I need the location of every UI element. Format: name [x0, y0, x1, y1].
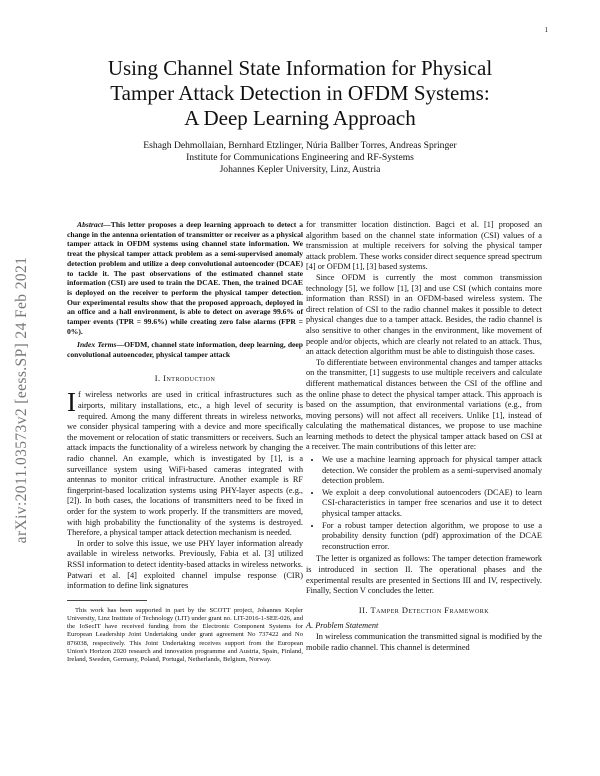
title-line-1: Using Channel State Information for Physical — [107, 56, 493, 80]
index-terms-label: Index Terms — [77, 340, 117, 350]
index-terms-text: —OFDM, channel state information, deep learning, deep convolutional autoencoder, physical tamper attack — [67, 340, 304, 360]
intro-paragraph-6: The letter is organized as follows: The tamper detection framework is introduced in section II. The operational phases and the experimental results are presented in Sections III and IV, respectively. Finally, Section V concludes the letter. — [306, 554, 542, 596]
list-item: • We exploit a deep convolutional autoencoders (DCAE) to learn CSI-characteristics in tamper free scenarios and use it to detect physical tamper attacks. — [322, 488, 542, 520]
list-item: • We use a machine learning approach for physical tamper attack detection. We consider the problem as a semi-supervised anomaly detection problem. — [322, 455, 542, 487]
author-university: Johannes Kepler University, Linz, Austria — [219, 164, 381, 176]
title-line-3: A Deep Learning Approach — [184, 106, 416, 130]
right-column — [306, 220, 542, 653]
arxiv-watermark — [2, 200, 42, 600]
intro-paragraph-3: for transmitter location distinction. Bagci et al. [1] proposed an algorithm based on the channel state information (CSI) values of a transmission at multiple receivers for solving the physical tamper attack problem. These works consider direct sequence spread spectrum [4] or OFDM [1], [3] based systems. — [306, 220, 542, 272]
contributions-list — [306, 455, 542, 552]
footnote-rule — [67, 600, 147, 601]
paper-title — [60, 56, 540, 131]
author-names: Eshagh Dehmollaian, Bernhard Etzlinger, Núria Ballber Torres, Andreas Springer — [143, 140, 457, 151]
left-column — [67, 220, 303, 664]
abstract-label: Abstract — [77, 220, 104, 229]
page-number: 1 — [544, 26, 548, 34]
drop-cap: I — [67, 387, 76, 418]
section-heading-framework: II. Tamper Detection Framework — [358, 605, 490, 615]
framework-paragraph-1: In wireless communication the transmitted signal is modified by the mobile radio channel. This channel is determined — [306, 631, 542, 652]
list-item: • For a robust tamper detection algorithm, we propose to use a probability density function (pdf) approximation of the DCAE reconstruction error. — [322, 521, 542, 553]
abstract — [67, 220, 303, 336]
intro-paragraph-4: Since OFDM is currently the most common transmission technology [5], we follow [1], [3] and use CSI (which contains more information than RSSI) in an OFDM-based wireless system. The direct relation of CSI to the radio channel makes it possible to detect physical changes due to a tamper attack. Besides, the radio channel is also sensitive to other changes in the environment, like movement of people and/or objects, which are clearly not related to an attack. Thus, an attack detection algorithm must be able to distinguish those cases. — [306, 272, 542, 357]
intro-paragraph-1: If wireless networks are used in critical infrastructures such as airports, military installations, etc., a high level of security is required. Among the many different threats in wireless networks, we consider physical tampering with a device and more specifically the movement or relocation of static transmitters or receivers. Such an attack impacts the functionality of a wireless network by changing the radio channel. An example, which is investigated by [1], is a surveillance system using WiFi-based cameras integrated with antennas to monitor critical infrastructure. Another example is RF fingerprint-based localization systems using PHY-layer aspects (e.g., [2]). In both cases, the locations of transmitters need to be fixed in order for the system to work properly. If the transmitters are moved, with high probability the functionality of the systems is destroyed. Therefore, a physical tamper attack detection mechanism is needed. — [67, 387, 303, 538]
abstract-text: —This letter proposes a deep learning approach to detect a change in the antenna orientation of transmitter or receiver as a physical tamper attack in OFDM systems using channel state information. We treat the physical tamper attack problem as a semi-supervised anomaly detection problem and utilize a deep convolutional autoencoder (DCAE) to tackle it. The past observations of the estimated channel state information (CSI) are used to train the DCAE. Then, the trained DCAE is deployed on the receiver to perform the physical tamper detection. Our experimental results show that the proposed approach, deployed in an office and a hall environment, is able to detect on average 99.6% of tamper events (TPR = 99.6%) while creating zero false alarms (FPR = 0%). — [67, 220, 303, 336]
author-institute: Institute for Communications Engineering and RF-Systems — [186, 152, 414, 164]
arxiv-id: arXiv:2011.03573v2 [eess.SP] 24 Feb 2021 — [13, 256, 30, 544]
footnote: This work has been supported in part by the SCOTT project, Johannes Kepler University, Linz Institute of Technology (LIT) under grant no. LIT-2016-1-SEE-026, and the IoSecIT have received funding from the Electronic Component Systems for European Leadership Joint Undertaking under grant agreement No 737422 and No 876038, respectively. This Joint Undertaking receives support from the European Union's Horizon 2020 research and innovation programme and Austria, Spain, Finland, Ireland, Sweden, Germany, Poland, Portugal, Netherlands, Belgium, Norway. — [67, 606, 303, 663]
subsection-heading: A. Problem Statement — [306, 621, 379, 631]
section-heading-introduction: I. Introduction — [154, 373, 216, 383]
intro-paragraph-2: In order to solve this issue, we use PHY layer information already available in wireless networks. Previously, Fabia et al. [3] utilized RSSI information to detect identity-based attacks in wireless networks. Patwari et al. [4] exploited channel impulse response (CIR) information to define link signatures — [67, 538, 303, 591]
index-terms — [67, 340, 303, 359]
author-block — [60, 140, 540, 177]
intro-paragraph-5: To differentiate between environmental changes and tamper attacks on the transmitter, [1] suggests to use multiple receivers and calculate different mathematical distances between the CSI of the offline and the online phase to detect the physical tamper attack. This approach is based on the assumption, that environmental variations (e.g., from moving persons) will not affect all receivers. Unlike [1], instead of calculating the mathematical distances, we propose to use machine learning methods to detect the physical tamper attack based on CSI at a receiver. The main contributions of this letter are: — [306, 357, 542, 452]
title-line-2: Tamper Attack Detection in OFDM Systems: — [110, 81, 490, 105]
